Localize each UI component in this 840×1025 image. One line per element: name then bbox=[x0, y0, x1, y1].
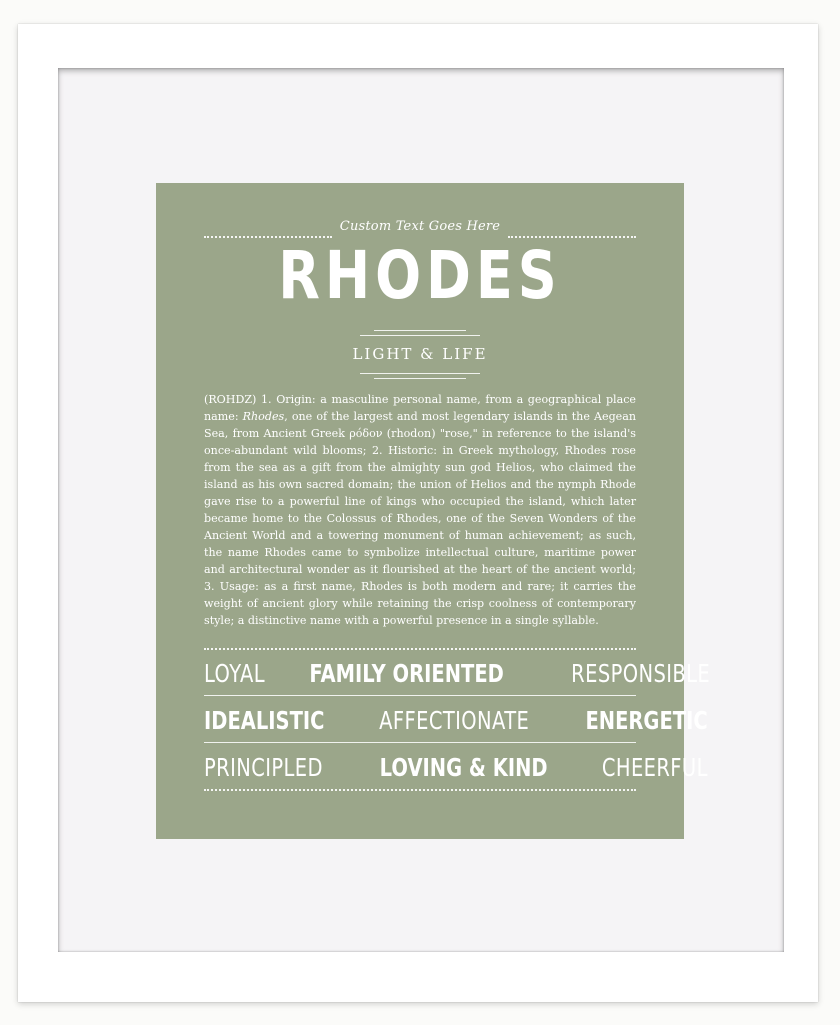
trait-word: FAMILY ORIENTED bbox=[309, 658, 505, 688]
rule-bottom-wide bbox=[360, 373, 480, 374]
trait-word: ENERGETIC bbox=[585, 705, 708, 735]
name-title: RHODES bbox=[278, 237, 562, 314]
trait-word: RESPONSIBLE bbox=[570, 658, 710, 688]
trait-word: CHEERFUL bbox=[601, 752, 708, 782]
trait-line-3 bbox=[204, 750, 708, 784]
name-meaning: LIGHT & LIFE bbox=[352, 345, 488, 363]
trait-word: IDEALISTIC bbox=[204, 705, 325, 735]
trait-divider-1 bbox=[204, 695, 636, 696]
dotted-divider-traits-bottom bbox=[204, 789, 636, 791]
picture-frame bbox=[18, 24, 818, 1002]
trait-word: LOYAL bbox=[204, 658, 266, 688]
trait-divider-2 bbox=[204, 742, 636, 743]
trait-word: AFFECTIONATE bbox=[379, 705, 530, 735]
trait-line-2 bbox=[204, 703, 708, 737]
rule-top-wide bbox=[360, 335, 480, 336]
trait-word: LOVING & KIND bbox=[380, 752, 549, 782]
dotted-divider-traits-top bbox=[204, 648, 636, 650]
rule-top bbox=[374, 330, 466, 331]
rule-bottom bbox=[374, 378, 466, 379]
trait-word: PRINCIPLED bbox=[204, 752, 323, 782]
trait-line-1 bbox=[204, 656, 710, 690]
name-definition: (ROHDZ) 1. Origin: a masculine personal name, from a geographical place name: Rhodes, one of the largest and most legendary islands in the Aegean Sea, from Ancient Greek ρόδον (rhodon) "rose," in reference to the island's once-abundant wild blooms; 2. Historic: in Greek mythology, Rhodes rose from the sea as a gift from the almighty sun god Helios, who claimed the island as his own sacred domain; the union of Helios and the nymph Rhode gave rise to a powerful line of kings who occupied the island, which later became home to the Colossus of Rhodes, one of the Seven Wonders of the Ancient World and a towering monument of human achievement; as such, the name Rhodes came to symbolize intellectual culture, maritime power and architectural wonder as it flourished at the heart of the ancient world; 3. Usage: as a first name, Rhodes is both modern and rare; it carries the weight of ancient glory while retaining the crisp coolness of contemporary style; a distinctive name with a powerful presence in a single syllable. bbox=[204, 393, 636, 627]
custom-text: Custom Text Goes Here bbox=[339, 219, 501, 234]
name-print bbox=[156, 183, 710, 839]
frame-mat bbox=[58, 68, 784, 952]
